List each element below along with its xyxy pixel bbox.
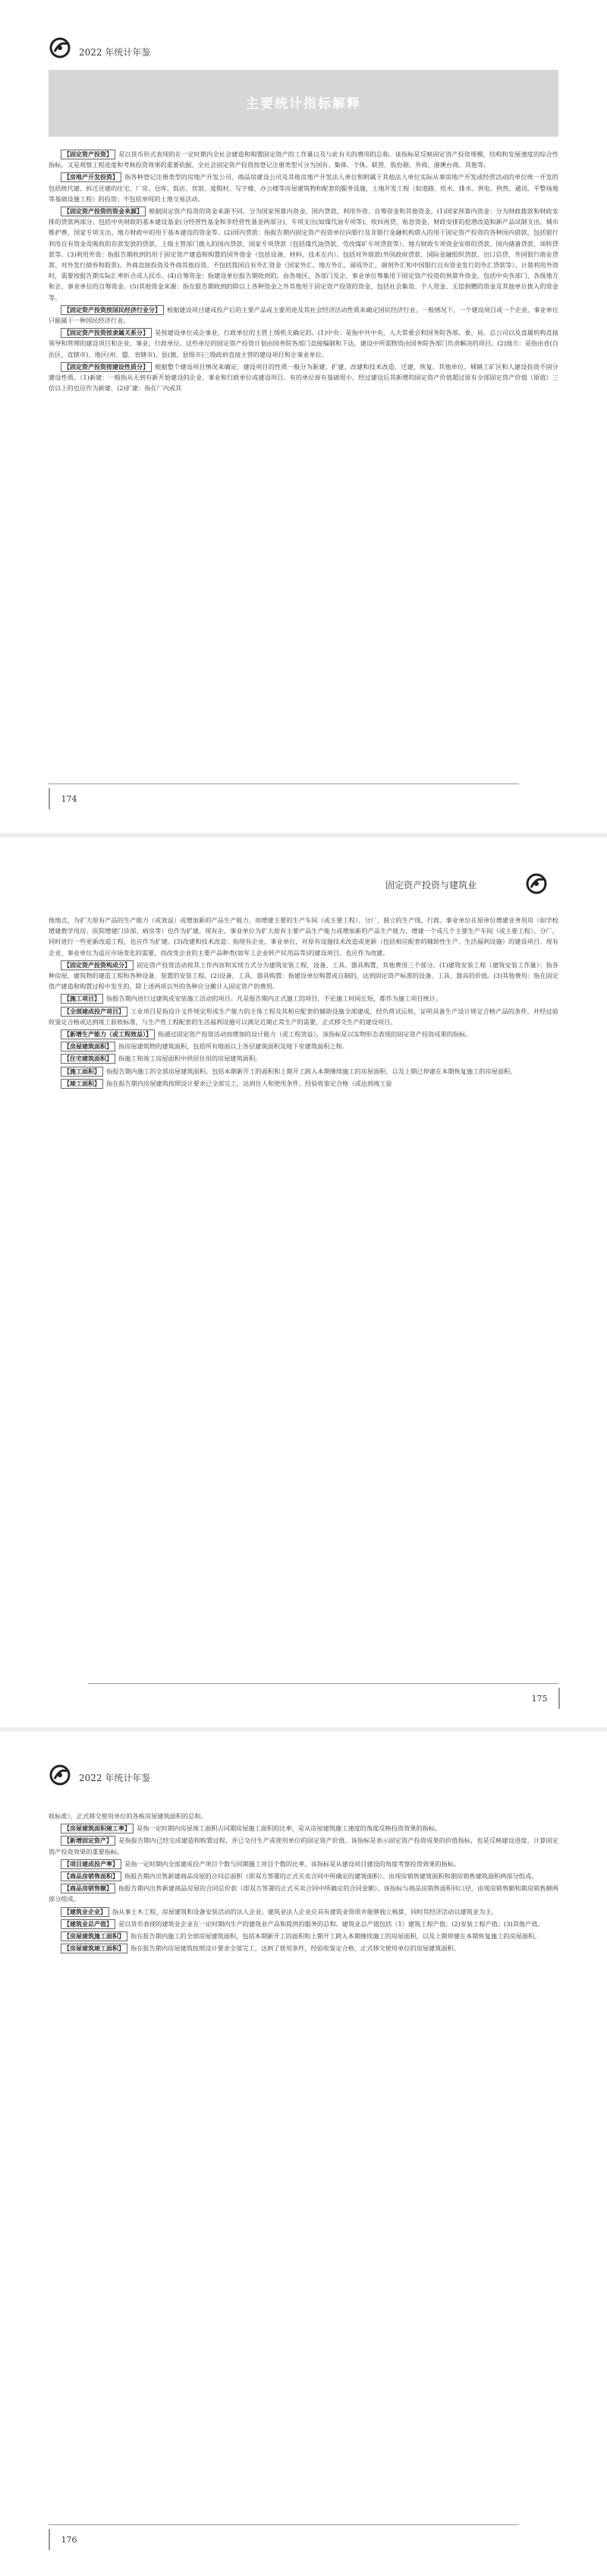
page-176 [0, 1735, 607, 2576]
paragraph-text: 根据固定资产投资的资金来源不同，分为国家预算内资金、国内贷款、利用外资、自筹资金和其他资金。(1)国家预算内资金：分为财政拨款和财政安排的贷款两部分。包括中央财政的基本建设基金(分经营性基金和非经营性基金两部分)、专项支出(如煤代油专项等)、收回再贷、贴息资金、财政安排的挖潜改造和新产品试制支出、城市维护费、国家专项支出、地方财政中的用于基本建设的资金等。(2)国内贷款：指报告期内固定资产投资单位向银行及非银行金融机构借入的用于固定资产投资的各种国内借款，包括银行利用自有资金及吸收的存款发放的贷款、上级主管部门拨入的国内贷款、国家专项贷款（包括煤代油贷款、劳改煤矿专项贷款等）、地方财政专项资金安排的贷款、国内储备贷款、周转贷款等。(3)利用外资：指报告期收到的用于固定资产建造和购置的国外资金（包括设备、材料、技术在内）。包括对外借款(外国政府贷款、国际金融组织贷款、出口信贷、外国银行商业贷款、对外发行债券和股票)、外商直接投资及外商其他投资。不包括我国自有外汇资金（国家外汇、地方外汇、留成外汇、调剂外汇和中国银行自有资金发行的外汇贷款等）。计算利用外资时，需要按报告期实际汇率折合成人民币。(4)自筹资金：指建设单位报告期收到的，由各地区、各部门及企、事业单位筹集用于固定资产投资的预算外资金，包括中央各部门、各级地方和企、事业单位的自筹资金。(5)其他资金来源：指在报告期收到的除以上各种资金之外其他用于固定资产投资的资金，包括社会集资、个人资金、无偿捐赠的资金及其他单位拨入的资金等。 [49, 207, 558, 301]
paragraph-text: 收标准），正式移交使用单位的各栋房屋建筑面积的总和。 [49, 1812, 207, 1820]
page-175 [0, 839, 607, 1723]
term-label: 【房屋建筑竣工面积】 [61, 1944, 127, 1953]
page1-body [49, 149, 558, 395]
term-label: 【新增生产能力（或工程效益）】 [61, 1029, 155, 1039]
term-label: 【固定资产投资按隶属关系分】 [61, 328, 152, 338]
yearbook-logo-icon [49, 1764, 71, 1786]
paragraph [49, 1943, 558, 1953]
page-174 [0, 0, 607, 831]
term-label: 【房屋建筑施工面积】 [61, 1931, 127, 1941]
paragraph [49, 1906, 558, 1917]
term-label: 【房屋建筑面积】 [61, 1042, 115, 1052]
page3-body [49, 1811, 558, 1955]
term-label: 【竣工面积】 [61, 1079, 103, 1089]
paragraph-text: 是以货币表现的建筑业企业在一定时期内生产的建筑业产品和提供的服务的总和。建筑业总产值包括（1）建筑工程产值；(2)安装工程产值；(3)其他产值。 [118, 1919, 544, 1928]
paragraph [49, 1053, 558, 1064]
paragraph [49, 1029, 558, 1039]
paragraph-text: 是按建设单位或企事业、行政单位的主管上级机关确定的。(1)中央：是指中共中央、人大常委会和国务院各部、委、局、总公司以及直属机构直接领导和管理的建设项目和企业、事业、行政单位。这些单位的固定资产投资计划由国务院各部门直接编制和下达，建设中所需物资由国务院各部门负责解决的项目。(2)地方：是指由省(自治区、直辖市)、地区(州、盟、省辖市)、县(旗、县级市)三级政府直接主管的建设项目和企事业单位。 [49, 329, 558, 358]
footer-rule [88, 1683, 558, 1684]
paragraph-text: 指报告期内施工的全部房屋建筑面积。包括本期新开工的面积和上期开工跨入本期继续施工的房屋面积，以及上期已停建在本期恢复施工的房屋面积。 [106, 1067, 517, 1075]
paragraph-text: 工业项目是指设计文件规定形成生产能力的主体工程及其相应配套的辅助设施全部建成，经负荷试运转，证明具备生产设计规定合格产品的条件，并经过验收鉴定合格或达到竣工验收标准，与生产性工程配套的生活福利设施可以满足近期正常生产的需要，正式移交生产的建设项目。 [49, 1007, 558, 1026]
paragraph [49, 1871, 558, 1881]
paragraph [49, 1078, 558, 1089]
yearbook-logo-icon [525, 872, 548, 895]
term-label: 【施工项目】 [61, 994, 103, 1004]
paragraph-text: 固定资产投资活动按其工作内容和实现方式分为建筑安装工程，设备、工具、器具购置，其他费用三个部分。(1)建筑安装工程（建筑安装工作量）：指各种房屋、建筑物的建造工程和各种设备、装置的安装工程。(2)设备、工具、器具购置：指建设单位购置或自制的，达到固定资产标准的设备、工具、器具的价值。(3)其他费用：指在固定资产建造和购置过程中发生的，除上述两项以外的各种应分摊计入固定资产的费用。 [49, 960, 558, 991]
term-label: 【商品房销售面积】 [61, 1871, 121, 1881]
term-label: 【固定资产投资的资金来源】 [61, 207, 146, 216]
paragraph [49, 327, 558, 360]
paragraph-text: 指房屋建筑物的建筑面积，包括所有地面以上各层建筑面积及地下室建筑面积之和。 [118, 1042, 348, 1051]
running-title: 固定资产投资与建筑业 [385, 880, 477, 891]
footer-rule [49, 2524, 519, 2525]
term-label: 【房屋建筑面积竣工率】 [61, 1824, 134, 1833]
section-banner [49, 70, 558, 137]
paragraph-text: 是以货币形式表现的在一定时期内全社会建造和购置固定资产的工作量以及与此有关的费用的总称。该指标是反映固定资产投资规模、结构和发展速度的综合性指标，又是观察工程进度和考核投资效果的重要依据。全社会固定资产投资按登记注册类型可分为国有、集体、个体、联营、股份制、外商、港澳台商、其他等。 [49, 150, 558, 169]
paragraph-text: 指通过固定资产投资活动而增加的设计能力（或工程效益），该指标是以实物形态表现的固定资产投资成果的指标。 [158, 1030, 472, 1039]
paragraph [49, 1823, 558, 1833]
term-label: 【房地产开发投资】 [61, 172, 121, 182]
term-label: 【项目建成投产率】 [61, 1859, 121, 1869]
term-label: 【施工面积】 [61, 1067, 103, 1077]
paragraph-text: 是指报告期内已经完成建造和购置过程，并已交付生产或使用单位的固定资产价值。该指标是表示固定资产投资成果的价值指标，也是反映建设进度、计算固定资产投资效果的重要指标。 [49, 1837, 558, 1856]
paragraph-text: 指各种登记注册类型的房地产开发公司、商品房建设公司及其他房地产开发法人单位和附属于其他法人单位实际从事房地产开发或经营活动的单位统一开发的包括统代建、拆迁还建的住宅、厂房、仓库、饭店、宾馆、度假村、写字楼、办公楼等房屋建筑物和配套的服务设施，土地开发工程（如道路、给水、排水、供电、供热、通讯、平整场地等基础设施工程）的投资；不包括单纯的土地交易活动。 [49, 173, 558, 203]
yearbook-logo-icon [49, 36, 71, 59]
paragraph-text: 指报告期内出售新建商品房屋的合同总面积（即双方签署的正式买卖合同中所确定的建筑面积）。由现房销售建筑面积和期房销售建筑面积两部分组成。 [124, 1872, 538, 1881]
paragraph-text: 指在报告期内房屋建筑按照设计要求已全部完工，达到住人和使用条件，经验收鉴定合格（或达到竣工验 [106, 1079, 392, 1087]
paragraph [49, 960, 558, 992]
paragraph-text: 指从事土木工程、房屋建筑和设备安装活动的法人企业。建筑业法人企业应具有建筑业资质并能够独立核算，同时其经济活动以建筑业为主。 [112, 1907, 498, 1915]
term-label: 【建筑业总产值】 [61, 1919, 115, 1929]
paragraph-text: 是指一定时期内全部建成投产项目个数与同期施工项目个数的比率，该指标是从建设项目建设的角度考察投资效果的指标。 [124, 1859, 461, 1868]
paragraph [49, 206, 558, 303]
paragraph [49, 1006, 558, 1027]
paragraph [49, 1835, 558, 1856]
paragraph-text: 指报告期内进行过建筑或安装施工活动的项目。凡是报告期内正式施工的项目，不论施工时间长短，都作为施工项目统计。 [106, 995, 442, 1003]
paragraph-text: 指在报告期内房屋建筑按照设计要求全部完工，达到了使用条件，经验收鉴定合格，正式移交使用单位的房屋建筑面积。 [131, 1944, 460, 1953]
paragraph [49, 1931, 558, 1941]
yearbook-title: 2022 年统计年鉴 [79, 47, 151, 58]
page2-body [49, 915, 558, 1090]
paragraph-text: 根据建设项目建成投产后的主要产品或主要用途及其社会经济活动性质来确定国民经济行业。一般情况下，一个建设项目或一个企业、事业单位只能属于一种国民经济行业。 [49, 305, 558, 325]
paragraph-text: 指在报告期内施工的全部房屋建筑面积。包括本期新开工的面积和上期开工跨入本期继续施工的房屋面积，以及上期停建在本期恢复施工的房屋面积。 [131, 1932, 541, 1941]
term-label: 【固定资产投资构成分】 [61, 960, 134, 970]
paragraph-text: 根据整个建设项目情况来确定。建设项目的性质一般分为新建、扩建、改建和技术改造、迁建、恢复。其他单位、城镇工矿区和人建设投资不固分建设性质。（1)新建：一般指从无到有新开始建设的企业、事业和行政单位或建设项目。有的单位原有基础很小，经过建设后其新增的固定资产价值超过原有全部固定资产价值（原值）三倍以上的也应作为新建。(2)扩建：指在厂内或其 [49, 362, 558, 393]
paragraph-text: 指施工和竣工房屋面积中供居住用的房屋建筑面积。 [118, 1055, 262, 1063]
paragraph [49, 304, 558, 326]
page-number: 175 [521, 1688, 560, 1709]
term-label: 【商品房销售额】 [61, 1884, 115, 1893]
paragraph [49, 361, 558, 394]
page-number: 176 [49, 2529, 88, 2550]
paragraph [49, 1811, 558, 1821]
paragraph [49, 1066, 558, 1077]
paragraph [49, 1883, 558, 1904]
term-label: 【新增固定资产】 [61, 1836, 115, 1846]
term-label: 【住宅建筑面积】 [61, 1054, 115, 1064]
paragraph-text: 是指一定时期内房屋竣工面积占同期房屋施工面积的比率，是从房屋建筑施工速度的角度反映投资效果的指标。 [137, 1824, 442, 1833]
paragraph [49, 1859, 558, 1869]
paragraph [49, 915, 558, 958]
term-label: 【固定资产投资】 [61, 150, 115, 159]
paragraph-text: 指报告期内出售新建商品房屋的合同总价款（即双方签署的正式买卖合同中所确定的合同金额）。该指标与商品房销售面积同口径，由现房销售额和期房销售额两部分组成。 [49, 1884, 558, 1903]
term-label: 【建筑业企业】 [61, 1907, 109, 1917]
yearbook-title: 2022 年统计年鉴 [79, 1773, 151, 1783]
paragraph [49, 1919, 558, 1929]
paragraph [49, 993, 558, 1004]
page-separator [0, 1727, 607, 1732]
paragraph [49, 172, 558, 204]
paragraph [49, 149, 558, 170]
section-title: 主要统计指标解释 [246, 96, 361, 112]
term-label: 【固定资产投资按国民经济行业分】 [61, 305, 164, 315]
term-label: 【全部建成投产项目】 [61, 1007, 127, 1017]
term-label: 【固定资产投资按建设性质分】 [61, 362, 152, 372]
page-number: 174 [49, 788, 88, 809]
paragraph-text: 他地点，为扩大原有产品的生产能力（或效益）或增加新的产品生产能力，而增建主要的生产车间（或主要工程）、分厂、独立的生产线。行政、事业单位在原单位增建业务用房（如学校增建教学用房、医院增建门诊部、病房等）也作为扩建。现有企、事业单位为扩大原有主要产品生产能力或增加新的产品生产能力，增建一个或几个主要生产车间（或主要工程）、分厂，同时进行一些更新改造工程，也应作为扩建。(3)改建和技术改造：指现有企业、事业单位，对原有设施技术改造或更新（包括相应配套的辅助性生产、生活福利设施）的建设项目。现有企业、事业单位为适应市场变化的需要，而改变企业的主要产品种类(如军工企业转产民用品等)的建设项目，也应作为改建。 [49, 916, 558, 957]
page-separator [0, 833, 607, 837]
paragraph [49, 1041, 558, 1052]
